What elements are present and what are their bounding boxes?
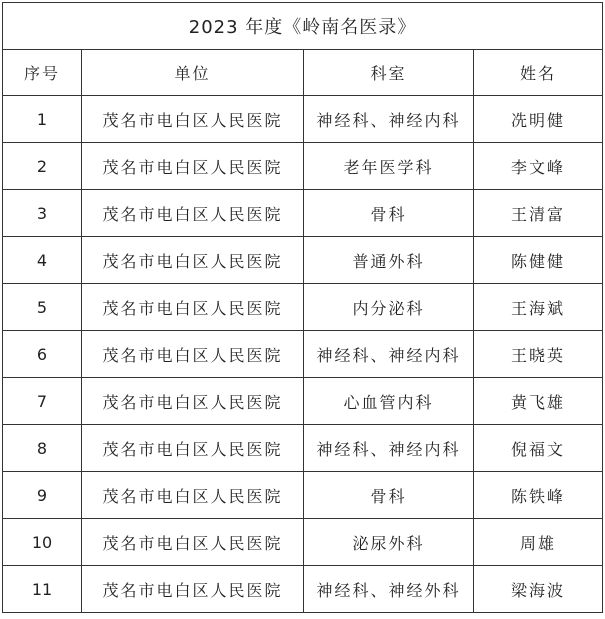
cell-no: 9 bbox=[3, 472, 82, 519]
cell-unit: 茂名市电白区人民医院 bbox=[82, 237, 304, 284]
cell-unit: 茂名市电白区人民医院 bbox=[82, 96, 304, 143]
cell-name: 黄飞雄 bbox=[474, 378, 603, 425]
column-header-dept: 科室 bbox=[304, 50, 474, 96]
cell-unit: 茂名市电白区人民医院 bbox=[82, 566, 304, 613]
cell-no: 5 bbox=[3, 284, 82, 331]
cell-dept: 骨科 bbox=[304, 472, 474, 519]
cell-name: 倪福文 bbox=[474, 425, 603, 472]
cell-dept: 泌尿外科 bbox=[304, 519, 474, 566]
cell-dept: 普通外科 bbox=[304, 237, 474, 284]
cell-unit: 茂名市电白区人民医院 bbox=[82, 331, 304, 378]
cell-dept: 骨科 bbox=[304, 190, 474, 237]
table-title-row bbox=[3, 3, 603, 50]
column-header-no: 序号 bbox=[3, 50, 82, 96]
table-row bbox=[3, 378, 603, 425]
cell-unit: 茂名市电白区人民医院 bbox=[82, 519, 304, 566]
cell-name: 陈健健 bbox=[474, 237, 603, 284]
table-row bbox=[3, 237, 603, 284]
table-row bbox=[3, 472, 603, 519]
column-header-unit: 单位 bbox=[82, 50, 304, 96]
cell-name: 梁海波 bbox=[474, 566, 603, 613]
cell-no: 1 bbox=[3, 96, 82, 143]
cell-no: 6 bbox=[3, 331, 82, 378]
cell-unit: 茂名市电白区人民医院 bbox=[82, 425, 304, 472]
cell-dept: 心血管内科 bbox=[304, 378, 474, 425]
cell-dept: 神经科、神经外科 bbox=[304, 566, 474, 613]
column-header-name: 姓名 bbox=[474, 50, 603, 96]
cell-no: 7 bbox=[3, 378, 82, 425]
cell-dept: 神经科、神经内科 bbox=[304, 425, 474, 472]
cell-dept: 内分泌科 bbox=[304, 284, 474, 331]
cell-no: 11 bbox=[3, 566, 82, 613]
cell-unit: 茂名市电白区人民医院 bbox=[82, 284, 304, 331]
cell-no: 4 bbox=[3, 237, 82, 284]
cell-name: 王清富 bbox=[474, 190, 603, 237]
cell-name: 李文峰 bbox=[474, 143, 603, 190]
table-row bbox=[3, 96, 603, 143]
cell-name: 冼明健 bbox=[474, 96, 603, 143]
cell-unit: 茂名市电白区人民医院 bbox=[82, 143, 304, 190]
cell-name: 周雄 bbox=[474, 519, 603, 566]
cell-dept: 神经科、神经内科 bbox=[304, 96, 474, 143]
cell-name: 王晓英 bbox=[474, 331, 603, 378]
table-row bbox=[3, 566, 603, 613]
table-row bbox=[3, 190, 603, 237]
cell-no: 2 bbox=[3, 143, 82, 190]
cell-dept: 神经科、神经内科 bbox=[304, 331, 474, 378]
table-header-row bbox=[3, 50, 603, 96]
cell-dept: 老年医学科 bbox=[304, 143, 474, 190]
cell-name: 王海斌 bbox=[474, 284, 603, 331]
cell-unit: 茂名市电白区人民医院 bbox=[82, 378, 304, 425]
cell-unit: 茂名市电白区人民医院 bbox=[82, 472, 304, 519]
table-row bbox=[3, 331, 603, 378]
doctor-list-table bbox=[2, 2, 603, 613]
table-title: 2023 年度《岭南名医录》 bbox=[3, 3, 603, 50]
table-row bbox=[3, 143, 603, 190]
cell-unit: 茂名市电白区人民医院 bbox=[82, 190, 304, 237]
cell-no: 8 bbox=[3, 425, 82, 472]
cell-name: 陈铁峰 bbox=[474, 472, 603, 519]
cell-no: 3 bbox=[3, 190, 82, 237]
table-row bbox=[3, 519, 603, 566]
cell-no: 10 bbox=[3, 519, 82, 566]
table-row bbox=[3, 284, 603, 331]
table-row bbox=[3, 425, 603, 472]
